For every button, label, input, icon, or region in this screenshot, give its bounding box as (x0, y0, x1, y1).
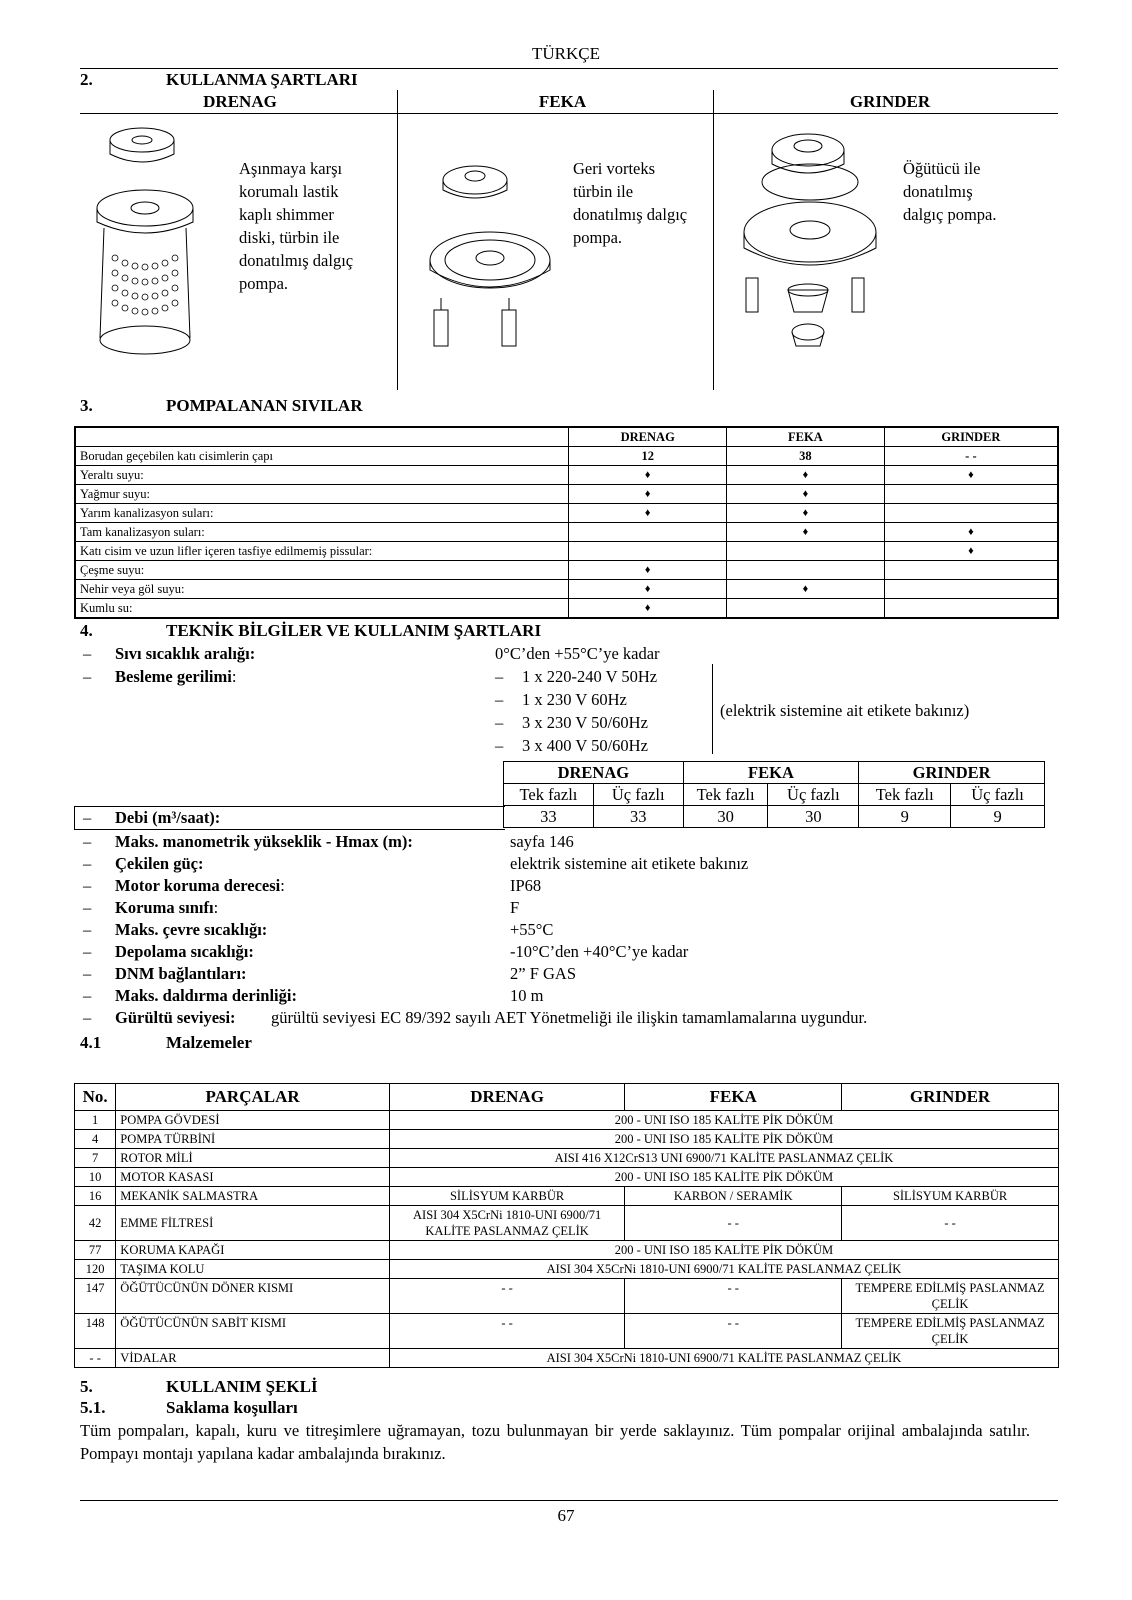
spec-label-text: Depolama sıcaklığı: (115, 942, 254, 961)
part-name: TAŞIMA KOLU (116, 1260, 390, 1279)
supply-divider (712, 664, 713, 754)
section51-title: Saklama koşulları (166, 1398, 298, 1417)
materials-table (74, 1083, 1059, 1368)
description-line: korumalı lastik (239, 182, 339, 201)
diamond-mark: ♦ (569, 580, 727, 599)
diamond-mark: ♦ (727, 504, 885, 523)
spec-label-text: Maks. çevre sıcaklığı: (115, 920, 268, 939)
table-row (75, 1206, 1059, 1241)
phase-label: Tek fazlı (683, 784, 768, 806)
row-label: Kumlu su: (75, 599, 569, 619)
description-line: pompa. (573, 228, 623, 247)
page-header-language: TÜRKÇE (532, 44, 600, 63)
spec-label (115, 963, 247, 985)
diamond-mark (569, 542, 727, 561)
spec-label (115, 941, 254, 963)
table-row (75, 1130, 1059, 1149)
row-label: Nehir veya göl suyu: (75, 580, 569, 599)
diamond-mark (727, 599, 885, 619)
flow-table (503, 761, 1045, 828)
diamond-mark: ♦ (569, 485, 727, 504)
description-line: pompa. (239, 274, 289, 293)
material-grinder: TEMPERE EDİLMİŞ PASLANMAZ ÇELİK (842, 1314, 1059, 1349)
header-drenag: DRENAG (389, 1084, 624, 1111)
spec-value: 10 m (510, 986, 544, 1005)
drenag-pump-illustration (90, 118, 210, 368)
column-divider-2 (713, 90, 714, 390)
part-name: KORUMA KAPAĞI (116, 1241, 390, 1260)
flow-group-grinder: GRINDER (859, 762, 1045, 784)
part-name: POMPA TÜRBİNİ (116, 1130, 390, 1149)
row-label: Yağmur suyu: (75, 485, 569, 504)
material-all: 200 - UNI ISO 185 KALİTE PİK DÖKÜM (389, 1130, 1058, 1149)
diamond-mark: ♦ (884, 466, 1058, 485)
table-header-drenag: DRENAG (569, 427, 727, 447)
diamond-mark: ♦ (569, 504, 727, 523)
feka-pump-illustration (420, 150, 560, 360)
material-all: 200 - UNI ISO 185 KALİTE PİK DÖKÜM (389, 1241, 1058, 1260)
list-dash: – (83, 964, 92, 983)
list-dash: – (83, 644, 92, 663)
spec-value: +55°C (510, 920, 554, 939)
spec-value: 0°C’den +55°C’ye kadar (495, 644, 660, 663)
table-row (75, 447, 1058, 466)
material-all: 200 - UNI ISO 185 KALİTE PİK DÖKÜM (389, 1168, 1058, 1187)
feka-description (573, 157, 687, 249)
section2-title: KULLANMA ŞARTLARI (166, 70, 358, 89)
table-row (75, 523, 1058, 542)
drenag-description (239, 157, 353, 295)
list-dash: – (495, 690, 504, 709)
table-row (75, 1260, 1059, 1279)
part-name: MOTOR KASASI (116, 1168, 390, 1187)
list-dash: – (83, 942, 92, 961)
grinder-description (903, 157, 996, 226)
table-row (75, 1314, 1059, 1349)
table-row (75, 580, 1058, 599)
part-no: 42 (75, 1206, 116, 1241)
list-dash: – (495, 667, 504, 686)
material-feka: - - (625, 1314, 842, 1349)
spec-label-suffix: : (280, 876, 285, 895)
header-grinder: GRINDER (842, 1084, 1059, 1111)
material-grinder: SİLİSYUM KARBÜR (842, 1187, 1059, 1206)
spec-value: F (510, 898, 520, 917)
description-line: diski, türbin ile (239, 228, 340, 247)
grinder-pump-illustration (730, 120, 890, 370)
header-no: No. (75, 1084, 116, 1111)
material-drenag: SİLİSYUM KARBÜR (389, 1187, 624, 1206)
spec-value: -10°C’den +40°C’ye kadar (510, 942, 689, 961)
spec-label (115, 831, 413, 853)
part-no: 10 (75, 1168, 116, 1187)
flow-value-row (504, 806, 1045, 828)
material-feka: KARBON / SERAMİK (625, 1187, 842, 1206)
list-dash: – (83, 898, 92, 917)
header-feka: FEKA (625, 1084, 842, 1111)
description-line: donatılmış dalgıç (239, 251, 354, 270)
spec-label (115, 919, 267, 941)
row-label: Yeraltı suyu: (75, 466, 569, 485)
table-row (75, 1241, 1059, 1260)
section5-title: KULLANIM ŞEKLİ (166, 1377, 318, 1396)
diamond-mark: ♦ (884, 542, 1058, 561)
supply-value: 1 x 220-240 V 50Hz (522, 667, 658, 686)
table-row (75, 1279, 1059, 1314)
diamond-mark (884, 485, 1058, 504)
flow-group-feka: FEKA (683, 762, 859, 784)
section5-number: 5. (80, 1377, 93, 1396)
cell: 12 (569, 447, 727, 466)
part-no: 4 (75, 1130, 116, 1149)
pumped-liquids-table (74, 426, 1059, 619)
diamond-mark: ♦ (884, 523, 1058, 542)
material-grinder: - - (842, 1206, 1059, 1241)
supply-note: (elektrik sistemine ait etikete bakınız) (720, 701, 970, 720)
table-row (75, 1187, 1059, 1206)
spec-label-text: DNM bağlantıları: (115, 964, 247, 983)
diamond-mark (727, 561, 885, 580)
material-grinder: TEMPERE EDİLMİŞ PASLANMAZ ÇELİK (842, 1279, 1059, 1314)
list-dash: – (495, 736, 504, 755)
phase-label: Üç fazlı (768, 784, 859, 806)
spec-value: sayfa 146 (510, 832, 574, 851)
flow-group-row (504, 762, 1045, 784)
part-no: 1 (75, 1111, 116, 1130)
diamond-mark: ♦ (727, 523, 885, 542)
diamond-mark (884, 504, 1058, 523)
diamond-mark (727, 542, 885, 561)
part-name: VİDALAR (116, 1349, 390, 1368)
supply-value: 3 x 400 V 50/60Hz (522, 736, 648, 755)
section4-title: TEKNİK BİLGİLER VE KULLANIM ŞARTLARI (166, 621, 542, 640)
spec-value: elektrik sistemine ait etikete bakınız (510, 854, 749, 873)
page-number: 67 (557, 1506, 575, 1525)
description-line: Aşınmaya karşı (239, 159, 343, 178)
noise-value: gürültü seviyesi EC 89/392 sayılı AET Yönetmeliği ile ilişkin tamamlamalarına uygundur. (271, 1008, 868, 1027)
section51-number: 5.1. (80, 1398, 106, 1417)
spec-label (115, 666, 236, 688)
table-row (75, 561, 1058, 580)
row-label: Tam kanalizasyon suları: (75, 523, 569, 542)
material-feka: - - (625, 1206, 842, 1241)
spec-label-suffix: : (213, 898, 219, 917)
diamond-mark: ♦ (727, 466, 885, 485)
col-header-grinder: GRINDER (849, 92, 931, 111)
part-no: 147 (75, 1279, 116, 1314)
section3-title: POMPALANAN SIVILAR (166, 396, 363, 415)
flow-value: 33 (593, 806, 683, 828)
cell: - - (884, 447, 1058, 466)
diamond-mark: ♦ (727, 485, 885, 504)
supply-label-text: Besleme gerilimi (115, 667, 232, 686)
diamond-mark: ♦ (569, 599, 727, 619)
part-no: 16 (75, 1187, 116, 1206)
spec-value: IP68 (510, 876, 542, 895)
spec-label: Sıvı sıcaklık aralığı: (115, 644, 256, 663)
col-header-drenag: DRENAG (203, 92, 277, 111)
table-row (75, 485, 1058, 504)
part-no: 77 (75, 1241, 116, 1260)
col-header-feka: FEKA (538, 92, 587, 111)
table-row (75, 466, 1058, 485)
part-name: ÖĞÜTÜCÜNÜN SABİT KISMI (116, 1314, 390, 1349)
material-drenag: AISI 304 X5CrNi 1810-UNI 6900/71 KALİTE PASLANMAZ ÇELİK (389, 1206, 624, 1241)
materials-header-row (75, 1084, 1059, 1111)
header-rule (80, 68, 1058, 69)
flow-value: 33 (504, 806, 594, 828)
section41-title: Malzemeler (166, 1033, 252, 1052)
column-divider-1 (397, 90, 398, 390)
description-line: donatılmış (903, 182, 973, 201)
table-row (75, 542, 1058, 561)
table-row (75, 1349, 1059, 1368)
list-dash: – (83, 854, 92, 873)
section3-number: 3. (80, 396, 93, 415)
flow-value: 9 (859, 806, 951, 828)
list-dash: – (83, 808, 92, 827)
section2-header-rule (80, 113, 1058, 114)
table-row (75, 599, 1058, 619)
description-line: kaplı shimmer (239, 205, 334, 224)
spec-label-text: Çekilen güç: (115, 854, 204, 873)
material-all: 200 - UNI ISO 185 KALİTE PİK DÖKÜM (389, 1111, 1058, 1130)
phase-label: Üç fazlı (593, 784, 683, 806)
phase-label: Tek fazlı (859, 784, 951, 806)
cell: 38 (727, 447, 885, 466)
flow-value: 30 (683, 806, 768, 828)
spec-label (115, 897, 218, 919)
list-dash: – (83, 986, 92, 1005)
spec-label-text: Maks. manometrik yükseklik - Hmax (m): (115, 832, 413, 851)
part-no: - - (75, 1349, 116, 1368)
list-dash: – (83, 876, 92, 895)
material-all: AISI 416 X12CrS13 UNI 6900/71 KALİTE PASLANMAZ ÇELİK (389, 1149, 1058, 1168)
part-name: ÖĞÜTÜCÜNÜN DÖNER KISMI (116, 1279, 390, 1314)
list-dash: – (83, 920, 92, 939)
storage-paragraph: Tüm pompaları, kapalı, kuru ve titreşimlere uğramayan, tozu bulunmayan bir yerde saklayınız. Tüm pompalar orijinal ambalajında satılır. Pompayı montajı yapılana kadar ambalajında bırakınız. (80, 1421, 1030, 1463)
spec-label (115, 985, 297, 1007)
phase-label: Tek fazlı (504, 784, 594, 806)
spec-label-text: Motor koruma derecesi (115, 876, 281, 895)
material-drenag: - - (389, 1314, 624, 1349)
material-drenag: - - (389, 1279, 624, 1314)
list-dash: – (83, 832, 92, 851)
table-header-grinder: GRINDER (884, 427, 1058, 447)
description-line: Geri vorteks (573, 159, 656, 178)
noise-label: Gürültü seviyesi: (115, 1008, 236, 1027)
flow-group-drenag: DRENAG (504, 762, 684, 784)
row-label: Çeşme suyu: (75, 561, 569, 580)
spec-label-text: Koruma sınıfı (115, 898, 214, 917)
list-dash: – (83, 1008, 92, 1027)
material-all: AISI 304 X5CrNi 1810-UNI 6900/71 KALİTE PASLANMAZ ÇELİK (389, 1260, 1058, 1279)
diamond-mark (884, 599, 1058, 619)
description-line: türbin ile (573, 182, 634, 201)
diamond-mark (569, 523, 727, 542)
list-dash: – (83, 667, 92, 686)
part-name: POMPA GÖVDESİ (116, 1111, 390, 1130)
table-header-row (75, 427, 1058, 447)
part-name: MEKANİK SALMASTRA (116, 1187, 390, 1206)
spec-label (115, 875, 285, 897)
header-parts: PARÇALAR (116, 1084, 390, 1111)
diamond-mark: ♦ (727, 580, 885, 599)
diamond-mark (884, 580, 1058, 599)
diamond-mark (884, 561, 1058, 580)
part-name: ROTOR MİLİ (116, 1149, 390, 1168)
part-no: 148 (75, 1314, 116, 1349)
section41-number: 4.1 (80, 1033, 102, 1052)
material-all: AISI 304 X5CrNi 1810-UNI 6900/71 KALİTE PASLANMAZ ÇELİK (389, 1349, 1058, 1368)
supply-label-colon: : (231, 667, 237, 686)
phase-label: Üç fazlı (951, 784, 1045, 806)
table-row (75, 1111, 1059, 1130)
table-row (75, 1149, 1059, 1168)
diamond-mark: ♦ (569, 561, 727, 580)
part-no: 120 (75, 1260, 116, 1279)
list-dash: – (495, 713, 504, 732)
table-row (75, 504, 1058, 523)
part-name: EMME FİLTRESİ (116, 1206, 390, 1241)
spec-value: 2” F GAS (510, 964, 577, 983)
table-corner (75, 427, 569, 447)
supply-value: 3 x 230 V 50/60Hz (522, 713, 648, 732)
description-line: Öğütücü ile (903, 159, 981, 178)
table-header-feka: FEKA (727, 427, 885, 447)
spec-label (115, 853, 203, 875)
description-line: dalgıç pompa. (903, 205, 997, 224)
material-feka: - - (625, 1279, 842, 1314)
row-label: Borudan geçebilen katı cisimlerin çapı (75, 447, 569, 466)
flow-value: 9 (951, 806, 1045, 828)
part-no: 7 (75, 1149, 116, 1168)
section2-number: 2. (80, 70, 93, 89)
section4-number: 4. (80, 621, 93, 640)
footer-rule (80, 1500, 1058, 1501)
supply-value: 1 x 230 V 60Hz (522, 690, 627, 709)
flow-value: 30 (768, 806, 859, 828)
description-line: donatılmış dalgıç (573, 205, 688, 224)
spec-label-text: Maks. daldırma derinliği: (115, 986, 297, 1005)
diamond-mark: ♦ (569, 466, 727, 485)
row-label: Katı cisim ve uzun lifler içeren tasfiye edilmemiş pissular: (75, 542, 569, 561)
flow-phase-row (504, 784, 1045, 806)
spec-label: Debi (m³/saat): (115, 808, 221, 827)
row-label: Yarım kanalizasyon suları: (75, 504, 569, 523)
table-row (75, 1168, 1059, 1187)
